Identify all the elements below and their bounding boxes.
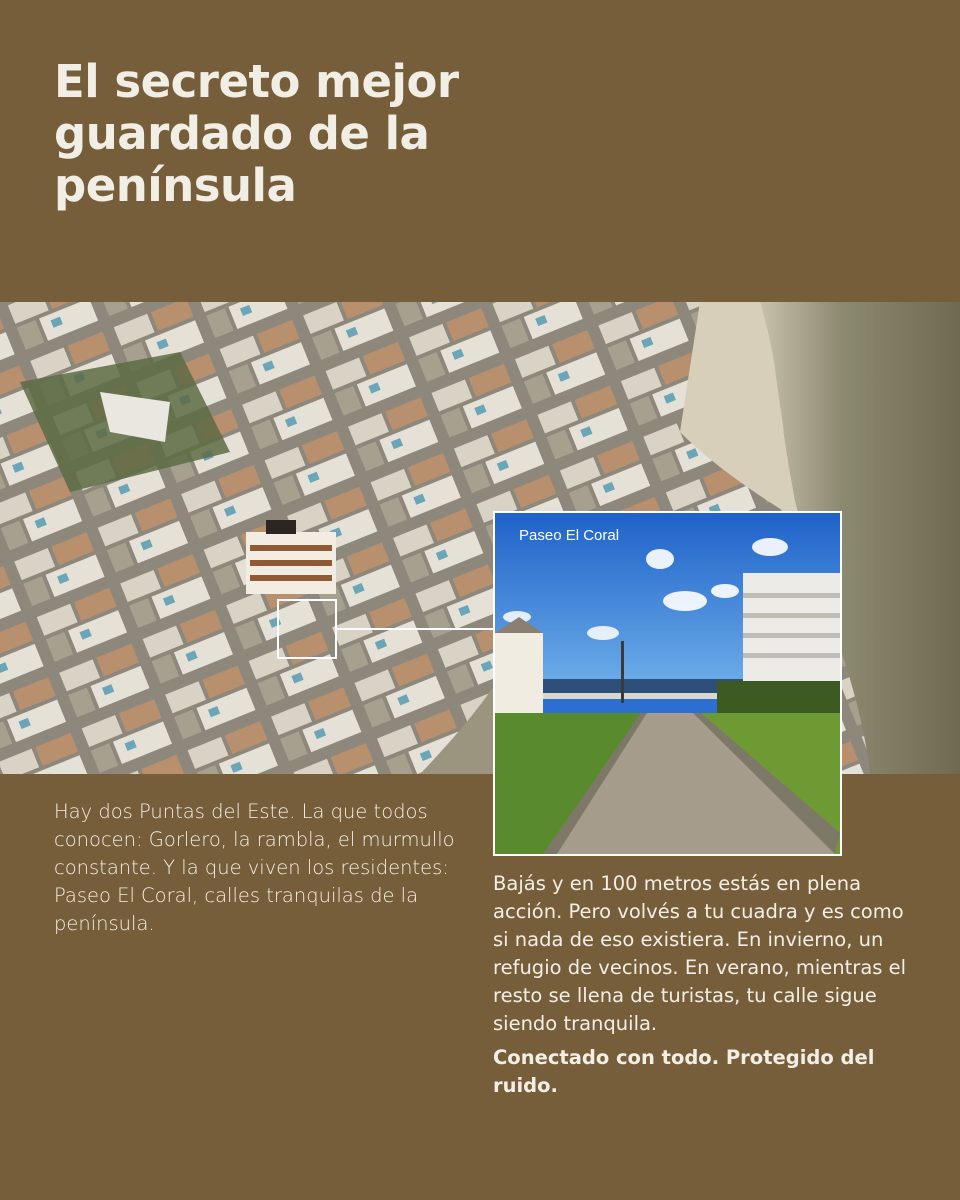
photo-caption: Paseo El Coral	[519, 527, 620, 544]
intro-paragraph: Hay dos Puntas del Este. La que todos conocen: Gorlero, la rambla, el murmullo constante. Y la que viven los residentes: Paseo El Coral, calles tranquilas de la península.	[54, 800, 455, 935]
location-marker	[277, 599, 337, 659]
page-title: El secreto mejor guardado de la península	[54, 55, 459, 212]
description-paragraph: Bajás y en 100 metros estás en plena acción. Pero volvés a tu cuadra y es como si nada de eso existiera. En invierno, un refugio de vecinos. En verano, mientras el resto se llena de turistas, tu calle sigue siendo tranquila.	[493, 872, 907, 1035]
connector-line	[337, 628, 493, 630]
paseo-photo	[493, 511, 842, 856]
tagline: Conectado con todo. Protegido del ruido.	[493, 1046, 875, 1097]
